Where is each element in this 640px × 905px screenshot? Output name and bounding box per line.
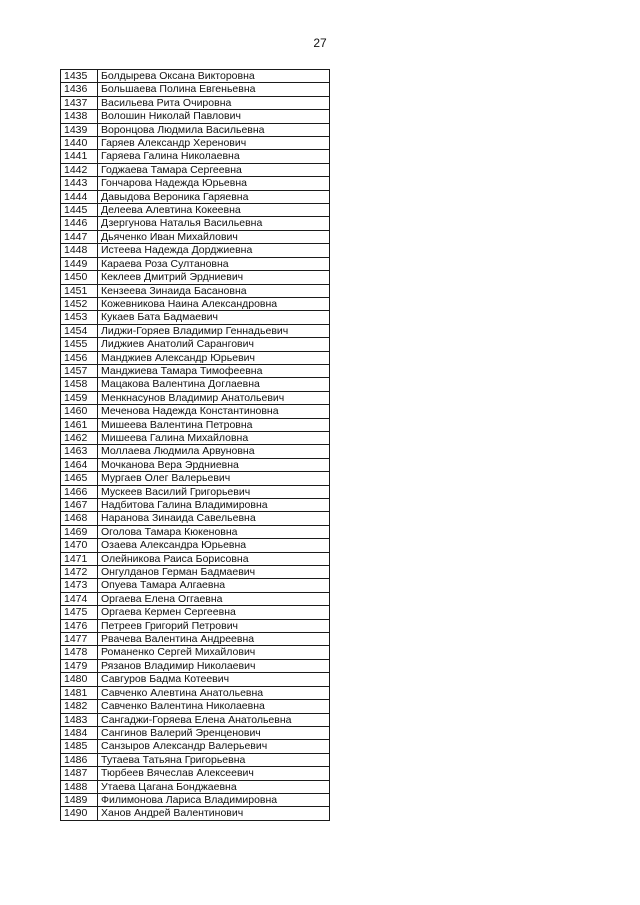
row-number: 1439 — [61, 123, 98, 136]
row-number: 1447 — [61, 230, 98, 243]
row-number: 1470 — [61, 539, 98, 552]
table-row — [61, 713, 330, 726]
table-row — [61, 351, 330, 364]
table-row — [61, 123, 330, 136]
table-row — [61, 364, 330, 377]
row-number: 1488 — [61, 780, 98, 793]
row-number: 1462 — [61, 431, 98, 444]
table-row — [61, 431, 330, 444]
row-number: 1448 — [61, 244, 98, 257]
table-row — [61, 780, 330, 793]
row-number: 1460 — [61, 405, 98, 418]
table-row — [61, 230, 330, 243]
row-number: 1457 — [61, 364, 98, 377]
person-name: Ханов Андрей Валентинович — [98, 807, 330, 820]
table-row — [61, 767, 330, 780]
table-row — [61, 539, 330, 552]
table-row — [61, 70, 330, 83]
row-number: 1458 — [61, 378, 98, 391]
row-number: 1443 — [61, 177, 98, 190]
person-name: Лиджиев Анатолий Сарангович — [98, 338, 330, 351]
table-row — [61, 485, 330, 498]
row-number: 1474 — [61, 592, 98, 605]
person-name: Мургаев Олег Валерьевич — [98, 472, 330, 485]
person-name: Кеклеев Дмитрий Эрдниевич — [98, 271, 330, 284]
person-name: Рвачева Валентина Андреевна — [98, 633, 330, 646]
table-row — [61, 163, 330, 176]
table-row — [61, 244, 330, 257]
table-row — [61, 512, 330, 525]
person-name: Кукаев Бата Бадмаевич — [98, 311, 330, 324]
table-row — [61, 311, 330, 324]
person-name: Савгуров Бадма Котеевич — [98, 673, 330, 686]
person-name: Кожевникова Наина Александровна — [98, 297, 330, 310]
person-name: Мишеева Валентина Петровна — [98, 418, 330, 431]
person-name: Онгулданов Герман Бадмаевич — [98, 566, 330, 579]
person-name: Мочканова Вера Эрдниевна — [98, 458, 330, 471]
row-number: 1486 — [61, 753, 98, 766]
person-name: Гончарова Надежда Юрьевна — [98, 177, 330, 190]
person-name: Васильева Рита Очировна — [98, 96, 330, 109]
row-number: 1442 — [61, 163, 98, 176]
row-number: 1459 — [61, 391, 98, 404]
row-number: 1436 — [61, 83, 98, 96]
person-name: Дьяченко Иван Михайлович — [98, 230, 330, 243]
person-name: Дзергунова Наталья Васильевна — [98, 217, 330, 230]
person-name: Волошин Николай Павлович — [98, 110, 330, 123]
names-table-body — [61, 70, 330, 821]
person-name: Романенко Сергей Михайлович — [98, 646, 330, 659]
row-number: 1466 — [61, 485, 98, 498]
person-name: Манджиев Александр Юрьевич — [98, 351, 330, 364]
row-number: 1472 — [61, 566, 98, 579]
table-row — [61, 633, 330, 646]
table-row — [61, 445, 330, 458]
row-number: 1450 — [61, 271, 98, 284]
table-row — [61, 338, 330, 351]
person-name: Филимонова Лариса Владимировна — [98, 793, 330, 806]
table-row — [61, 110, 330, 123]
table-row — [61, 700, 330, 713]
row-number: 1444 — [61, 190, 98, 203]
person-name: Кензеева Зинаида Басановна — [98, 284, 330, 297]
row-number: 1456 — [61, 351, 98, 364]
table-row — [61, 190, 330, 203]
row-number: 1464 — [61, 458, 98, 471]
person-name: Олейникова Раиса Борисовна — [98, 552, 330, 565]
row-number: 1482 — [61, 700, 98, 713]
table-row — [61, 177, 330, 190]
table-row — [61, 646, 330, 659]
person-name: Моллаева Людмила Арвуновна — [98, 445, 330, 458]
table-row — [61, 324, 330, 337]
person-name: Караева Роза Султановна — [98, 257, 330, 270]
person-name: Болдырева Оксана Викторовна — [98, 70, 330, 83]
person-name: Петреев Григорий Петрович — [98, 619, 330, 632]
row-number: 1489 — [61, 793, 98, 806]
row-number: 1473 — [61, 579, 98, 592]
person-name: Делеева Алевтина Кокеевна — [98, 204, 330, 217]
row-number: 1477 — [61, 633, 98, 646]
row-number: 1435 — [61, 70, 98, 83]
person-name: Меченова Надежда Константиновна — [98, 405, 330, 418]
row-number: 1485 — [61, 740, 98, 753]
row-number: 1480 — [61, 673, 98, 686]
person-name: Гаряев Александр Херенович — [98, 137, 330, 150]
person-name: Мускеев Василий Григорьевич — [98, 485, 330, 498]
person-name: Мишеева Галина Михайловна — [98, 431, 330, 444]
person-name: Манджиева Тамара Тимофеевна — [98, 364, 330, 377]
person-name: Оргаева Кермен Сергеевна — [98, 606, 330, 619]
row-number: 1438 — [61, 110, 98, 123]
person-name: Лиджи-Горяев Владимир Геннадьевич — [98, 324, 330, 337]
table-row — [61, 137, 330, 150]
row-number: 1487 — [61, 767, 98, 780]
table-row — [61, 204, 330, 217]
table-row — [61, 284, 330, 297]
table-row — [61, 499, 330, 512]
table-row — [61, 271, 330, 284]
table-row — [61, 472, 330, 485]
person-name: Годжаева Тамара Сергеевна — [98, 163, 330, 176]
row-number: 1449 — [61, 257, 98, 270]
row-number: 1446 — [61, 217, 98, 230]
table-row — [61, 217, 330, 230]
table-row — [61, 83, 330, 96]
person-name: Наранова Зинаида Савельевна — [98, 512, 330, 525]
row-number: 1437 — [61, 96, 98, 109]
row-number: 1445 — [61, 204, 98, 217]
row-number: 1471 — [61, 552, 98, 565]
row-number: 1476 — [61, 619, 98, 632]
person-name: Тюрбеев Вячеслав Алексеевич — [98, 767, 330, 780]
person-name: Воронцова Людмила Васильевна — [98, 123, 330, 136]
table-row — [61, 619, 330, 632]
row-number: 1467 — [61, 499, 98, 512]
table-row — [61, 566, 330, 579]
person-name: Санзыров Александр Валерьевич — [98, 740, 330, 753]
row-number: 1484 — [61, 726, 98, 739]
table-row — [61, 753, 330, 766]
row-number: 1461 — [61, 418, 98, 431]
person-name: Тутаева Татьяна Григорьевна — [98, 753, 330, 766]
table-row — [61, 659, 330, 672]
person-name: Савченко Алевтина Анатольевна — [98, 686, 330, 699]
table-row — [61, 807, 330, 820]
person-name: Савченко Валентина Николаевна — [98, 700, 330, 713]
row-number: 1440 — [61, 137, 98, 150]
row-number: 1481 — [61, 686, 98, 699]
row-number: 1455 — [61, 338, 98, 351]
table-row — [61, 257, 330, 270]
row-number: 1454 — [61, 324, 98, 337]
table-row — [61, 793, 330, 806]
table-row — [61, 150, 330, 163]
row-number: 1475 — [61, 606, 98, 619]
person-name: Давыдова Вероника Гаряевна — [98, 190, 330, 203]
row-number: 1479 — [61, 659, 98, 672]
person-name: Менкнасунов Владимир Анатольевич — [98, 391, 330, 404]
row-number: 1452 — [61, 297, 98, 310]
person-name: Большаева Полина Евгеньевна — [98, 83, 330, 96]
row-number: 1483 — [61, 713, 98, 726]
row-number: 1469 — [61, 525, 98, 538]
table-row — [61, 552, 330, 565]
person-name: Мацакова Валентина Доглаевна — [98, 378, 330, 391]
person-name: Сангинов Валерий Эренценович — [98, 726, 330, 739]
row-number: 1451 — [61, 284, 98, 297]
row-number: 1478 — [61, 646, 98, 659]
table-row — [61, 458, 330, 471]
page-number: 27 — [313, 36, 327, 50]
person-name: Истеева Надежда Дорджиевна — [98, 244, 330, 257]
table-row — [61, 726, 330, 739]
names-table — [60, 69, 330, 821]
person-name: Гаряева Галина Николаевна — [98, 150, 330, 163]
person-name: Оголова Тамара Кюкеновна — [98, 525, 330, 538]
person-name: Утаева Цагана Бонджаевна — [98, 780, 330, 793]
table-row — [61, 391, 330, 404]
row-number: 1463 — [61, 445, 98, 458]
table-row — [61, 378, 330, 391]
table-row — [61, 525, 330, 538]
table-row — [61, 686, 330, 699]
table-row — [61, 606, 330, 619]
person-name: Опуева Тамара Алгаевна — [98, 579, 330, 592]
row-number: 1490 — [61, 807, 98, 820]
person-name: Озаева Александра Юрьевна — [98, 539, 330, 552]
table-row — [61, 297, 330, 310]
table-row — [61, 405, 330, 418]
table-row — [61, 96, 330, 109]
person-name: Рязанов Владимир Николаевич — [98, 659, 330, 672]
row-number: 1465 — [61, 472, 98, 485]
row-number: 1468 — [61, 512, 98, 525]
table-row — [61, 579, 330, 592]
row-number: 1453 — [61, 311, 98, 324]
row-number: 1441 — [61, 150, 98, 163]
person-name: Сангаджи-Горяева Елена Анатольевна — [98, 713, 330, 726]
table-row — [61, 592, 330, 605]
table-row — [61, 418, 330, 431]
table-row — [61, 673, 330, 686]
table-row — [61, 740, 330, 753]
person-name: Надбитова Галина Владимировна — [98, 499, 330, 512]
person-name: Оргаева Елена Оггаевна — [98, 592, 330, 605]
